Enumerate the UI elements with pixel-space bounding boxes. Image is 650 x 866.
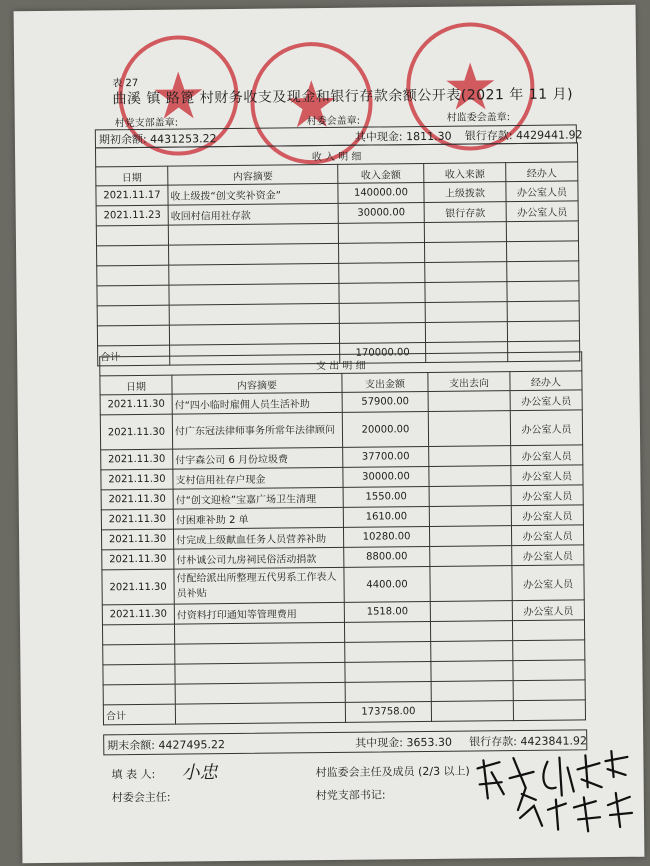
closing-bank: 银行存款: 4423841.92 xyxy=(469,734,587,749)
expense-date: 2021.11.30 xyxy=(101,489,173,510)
income-amount: 140000.00 xyxy=(338,182,424,203)
expense-date: 2021.11.30 xyxy=(101,529,173,550)
income-section-title: 收 入 明 细 xyxy=(95,143,577,167)
expense-total-label: 合计 xyxy=(103,704,175,725)
expense-amount: 1610.00 xyxy=(343,506,429,527)
handwritten-signatures xyxy=(469,747,640,839)
table-row xyxy=(102,565,584,605)
expense-handler: 办公室人员 xyxy=(510,390,582,411)
expense-amount: 8800.00 xyxy=(344,546,430,567)
expense-amount: 30000.00 xyxy=(343,466,429,487)
expense-total-row xyxy=(103,700,585,725)
income-header-source: 收入来源 xyxy=(424,163,506,183)
village-committee-stamp-label: 村委会盖章: xyxy=(306,115,361,128)
expense-date: 2021.11.30 xyxy=(101,449,173,470)
opening-cash: 其中现金: 1811.30 xyxy=(354,129,452,144)
expense-summary: 支村信用社存户现金 xyxy=(173,467,343,489)
income-date: 2021.11.17 xyxy=(96,185,168,206)
expense-handler: 办公室人员 xyxy=(510,410,582,446)
expense-date: 2021.11.30 xyxy=(100,414,172,450)
expense-amount: 1518.00 xyxy=(344,601,430,622)
expense-handler: 办公室人员 xyxy=(512,565,584,601)
expense-summary: 付完成上级献血任务人员营养补助 xyxy=(173,527,343,549)
expense-summary: 付广东冠法律师事务所常年法律顾问 xyxy=(172,412,342,449)
expense-handler: 办公室人员 xyxy=(511,445,583,466)
expense-amount: 57900.00 xyxy=(342,391,428,412)
expense-handler: 办公室人员 xyxy=(511,505,583,526)
supervision-members-label: 村监委会主任及成员 (2/3 以上) xyxy=(315,764,470,780)
table-row xyxy=(100,410,582,450)
expense-summary: 付困难补助 2 单 xyxy=(173,507,343,529)
income-total-label: 合计 xyxy=(98,345,170,366)
expense-handler: 办公室人员 xyxy=(512,545,584,566)
form-number: 表 27 xyxy=(112,77,139,90)
expense-handler: 办公室人员 xyxy=(512,600,584,621)
income-header-date: 日期 xyxy=(96,166,168,186)
expense-summary: 付配给派出所整理五代男系工作表人员补贴 xyxy=(174,567,344,604)
expense-dest xyxy=(430,601,512,622)
expense-total: 173758.00 xyxy=(345,701,431,722)
expense-dest xyxy=(430,546,512,567)
supervision-stamp-label: 村监委会盖章: xyxy=(446,112,511,124)
director-label: 村委会主任: xyxy=(111,790,171,805)
expense-header-amount: 支出金额 xyxy=(342,372,428,392)
expense-summary: 付朴诚公司九房祠民俗活动捐款 xyxy=(174,547,344,569)
party-branch-stamp-label: 村党支部盖章: xyxy=(114,117,179,130)
expense-date: 2021.11.30 xyxy=(101,509,173,530)
expense-handler: 办公室人员 xyxy=(511,485,583,506)
preparer-label: 填 表 人: xyxy=(111,767,156,782)
expense-amount: 4400.00 xyxy=(344,566,430,602)
expense-header-date: 日期 xyxy=(100,375,172,395)
page-title: 曲溪 镇 路篦 村财务收支及现金和银行存款余额公开表(2021 年 11 月) xyxy=(112,86,574,108)
expense-dest xyxy=(429,486,511,507)
income-summary: 收回村信用社存款 xyxy=(168,203,338,225)
expense-amount: 10280.00 xyxy=(343,526,429,547)
expense-date: 2021.11.30 xyxy=(102,604,174,625)
income-date: 2021.11.23 xyxy=(96,205,168,226)
expense-handler: 办公室人员 xyxy=(511,465,583,486)
expense-date: 2021.11.30 xyxy=(100,394,172,415)
expense-amount: 1550.00 xyxy=(343,486,429,507)
income-total: 170000.00 xyxy=(340,342,426,363)
expense-header-summary: 内容摘要 xyxy=(172,373,342,394)
expense-dest xyxy=(429,506,511,527)
expense-date: 2021.11.30 xyxy=(102,569,174,605)
expense-header-dest: 支出去向 xyxy=(428,372,510,392)
expense-summary: 付“创文迎检”宝嘉广场卫生清理 xyxy=(173,487,343,509)
income-header-summary: 内容摘要 xyxy=(168,164,338,185)
income-header-amount: 收入金额 xyxy=(338,163,424,183)
expense-dest xyxy=(428,411,510,447)
opening-balance: 期初余额: 4431253.22 xyxy=(98,132,217,147)
expense-dest xyxy=(428,391,510,412)
expense-table xyxy=(99,351,586,725)
document-sheet xyxy=(14,5,645,863)
secretary-label: 村党支部书记: xyxy=(315,788,386,803)
expense-header-handler: 经办人 xyxy=(510,371,582,391)
expense-section-title: 支 出 明 细 xyxy=(100,352,582,376)
income-handler: 办公室人员 xyxy=(506,201,578,222)
expense-amount: 20000.00 xyxy=(342,411,428,447)
preparer-signature: 小忠 xyxy=(181,762,218,784)
opening-bank: 银行存款: 4429441.92 xyxy=(464,128,583,143)
closing-cash: 其中现金: 3653.30 xyxy=(355,735,453,750)
expense-handler: 办公室人员 xyxy=(511,525,583,546)
expense-date: 2021.11.30 xyxy=(101,469,173,490)
expense-dest xyxy=(430,566,512,602)
income-amount: 30000.00 xyxy=(338,202,424,223)
income-table xyxy=(95,142,580,366)
income-summary: 收上级拨“创文奖补资金” xyxy=(168,183,338,205)
income-header-handler: 经办人 xyxy=(506,162,578,182)
income-source: 上级拨款 xyxy=(424,182,506,203)
expense-summary: 付宇森公司 6 月份垃圾费 xyxy=(173,447,343,469)
expense-summary: 付资料打印通知等管理费用 xyxy=(174,602,344,624)
expense-summary: 付“四小临时雇佣人员生活补助 xyxy=(172,392,342,414)
expense-amount: 37700.00 xyxy=(343,446,429,467)
income-handler: 办公室人员 xyxy=(506,181,578,202)
expense-dest xyxy=(429,446,511,467)
income-source: 银行存款 xyxy=(424,202,506,223)
expense-date: 2021.11.30 xyxy=(102,549,174,570)
expense-dest xyxy=(429,466,511,487)
expense-dest xyxy=(429,526,511,547)
closing-balance: 期末余额: 4427495.22 xyxy=(107,738,226,753)
